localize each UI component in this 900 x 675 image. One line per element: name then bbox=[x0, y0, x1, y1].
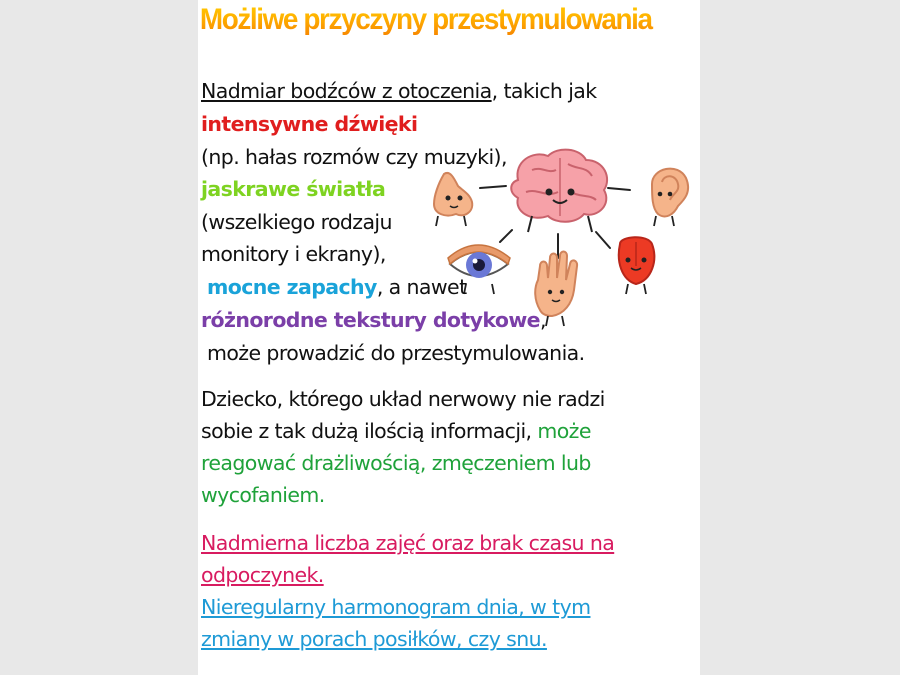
para3-line3 bbox=[201, 591, 590, 624]
para1-line5: (wszelkiego rodzaju bbox=[201, 210, 392, 234]
brain-icon bbox=[511, 150, 607, 232]
intense-sounds-text: intensywne dźwięki bbox=[201, 112, 418, 136]
para3-line1 bbox=[201, 527, 614, 560]
ear-icon bbox=[652, 169, 688, 226]
para2-line3: reagować drażliwością, zmęczeniem lub bbox=[201, 451, 591, 475]
para1-line6: monitory i ekrany), bbox=[201, 242, 386, 266]
bright-lights-text: jaskrawe światła bbox=[201, 177, 386, 201]
para1-line3: (np. hałas rozmów czy muzyki), bbox=[201, 145, 507, 169]
para2-line2-start: sobie z tak dużą ilością informacji, bbox=[201, 419, 538, 443]
para2-reaction-start: może bbox=[537, 419, 591, 443]
para1-line9: może prowadzić do przestymulowania. bbox=[207, 341, 585, 365]
strong-smells-text: mocne zapachy bbox=[207, 275, 377, 299]
rest-text: odpoczynek. bbox=[201, 563, 324, 587]
para1-line7-rest: , a nawet bbox=[376, 275, 467, 299]
para3-line4 bbox=[201, 623, 547, 656]
para2-line1: Dziecko, którego układ nerwowy nie radzi bbox=[201, 387, 605, 411]
para2-line4: wycofaniem. bbox=[201, 483, 325, 507]
para1-line7 bbox=[207, 271, 467, 304]
tongue-icon bbox=[619, 237, 654, 294]
meal-sleep-text: zmiany w porach posiłków, czy snu. bbox=[201, 627, 547, 651]
para1-line8-rest: , bbox=[539, 308, 546, 332]
touch-textures-text: różnorodne tekstury dotykowe bbox=[201, 308, 540, 332]
para1-line1 bbox=[201, 75, 597, 108]
para2-line2 bbox=[201, 415, 591, 448]
schedule-text: Nieregularny harmonogram dnia, w tym bbox=[201, 595, 591, 619]
para3-line2 bbox=[201, 559, 324, 592]
activities-text: Nadmierna liczba zajęć oraz brak czasu na bbox=[201, 531, 615, 555]
nose-icon bbox=[434, 173, 472, 226]
document-page bbox=[198, 0, 700, 675]
para1-line8 bbox=[201, 304, 546, 337]
page-title: Możliwe przyczyny przestymulowania bbox=[198, 0, 667, 40]
para1-line1-rest: , takich jak bbox=[491, 79, 597, 103]
stimuli-excess-text: Nadmiar bodźców z otoczenia bbox=[201, 79, 492, 103]
